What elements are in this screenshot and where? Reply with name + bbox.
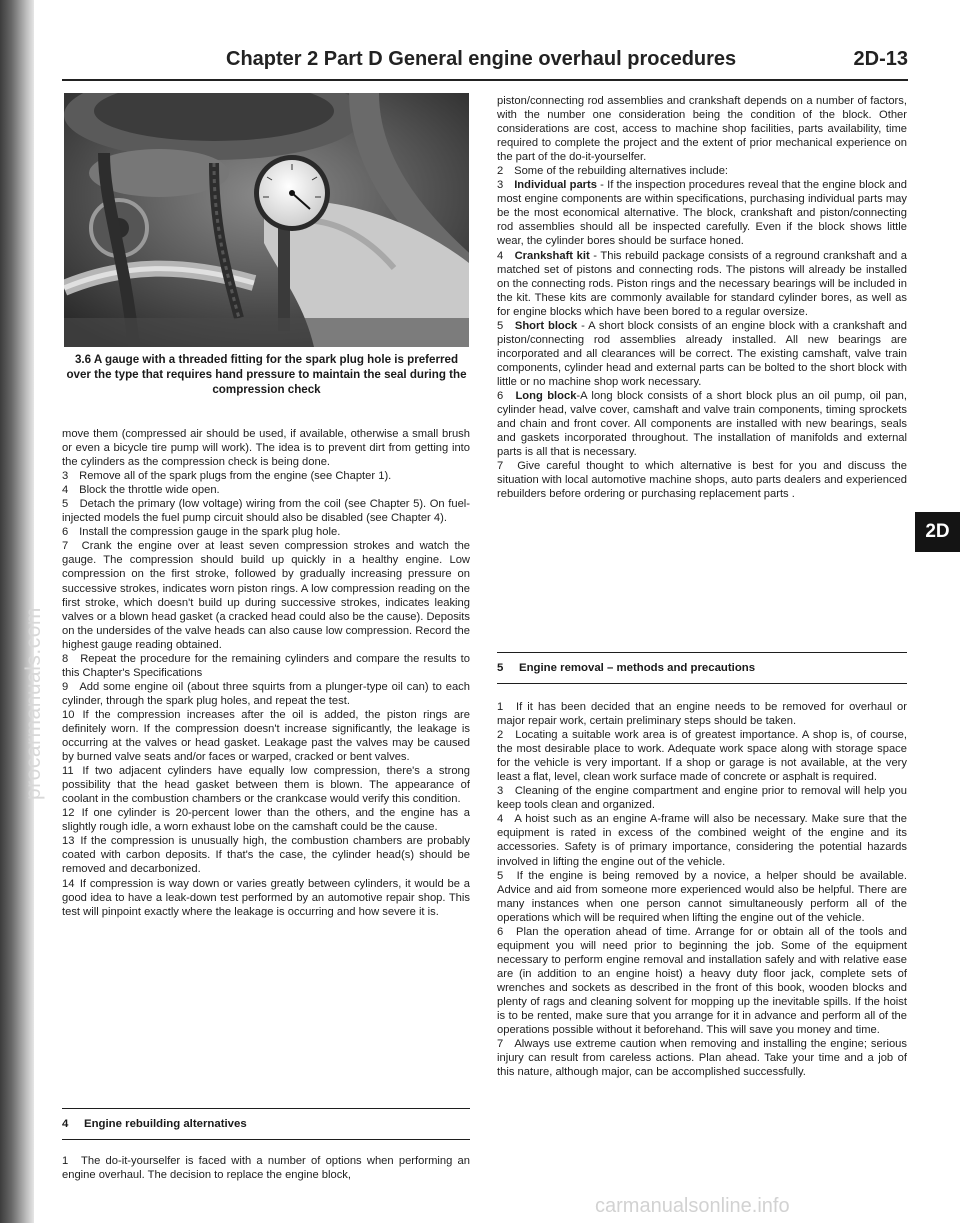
page-header [226,44,908,76]
paragraph: 1 The do-it-yourselfer is faced with a number of options when performing an engine overhaul. The decision to replace the engine block, [62,1155,470,1182]
paragraph: 3 Individual parts - If the inspection procedures reveal that the engine block and most engine components are within specifications, purchasing individual parts may be the most economical alternative. The block, crankshaft and piston/connecting rod assemblies should all be inspected carefully. Even if the block shows little wear, the cylinder bores should be surface honed. [497,179,908,248]
watermark-bottom: carmanualsonline.info [595,1195,790,1217]
paragraph: 10 If the compression increases after the oil is added, the piston rings are definitely worn. If the compression doesn't increase significantly, the leakage is occurring at the valves or head gasket. Leakage past the valves may be caused by burned valve seats and/or faces or warped, cracked or bent valves. [62,708,470,764]
paragraph: 4 Block the throttle wide open. [62,484,220,497]
right-column-text [497,94,907,501]
watermark-left: procarmanuals.com [22,607,45,800]
paragraph: 13 If the compression is unusually high, the combustion chambers are probably coated with carbon deposits. If that's the case, the cylinder head(s) should be removed and decarbonized. [62,835,470,876]
paragraph: 6 Install the compression gauge in the spark plug hole. [62,526,341,539]
paragraph: 11 If two adjacent cylinders have equally low compression, there's a strong possibility that the head gasket between them is blown. The appearance of coolant in the combustion chambers or the crankcase would verify this condition. [62,765,470,806]
left-column-text [62,427,470,919]
paragraph: 14 If compression is way down or varies greatly between cylinders, it would be a good idea to have a leak-down test performed by an automotive repair shop. This test will pinpoint exactly where the leakage is occurring and how severe it is. [62,877,470,918]
figure-caption: 3.6 A gauge with a threaded fitting for the spark plug hole is preferred over the type that requires hand pressure to maintain the seal during the compression check [66,353,467,396]
section-title: Engine removal – methods and precautions [519,662,756,674]
section-4-text [62,1154,470,1182]
compression-gauge-photo [64,93,469,347]
paragraph: 9 Add some engine oil (about three squirts from a plunger-type oil can) to each cylinder, through the spark plug holes, and repeat the test. [62,680,471,707]
paragraph: 5 Short block - A short block consists of an engine block with a crankshaft and piston/connecting rod assemblies already installed. All new bearings are incorporated and all clearances will be correct. The existing camshaft, valve train components, cylinder head and external parts can be bolted to the short block with little or no machine shop work necessary. [497,319,908,388]
chapter-tab: 2D [915,512,960,552]
paragraph: 6 Long block-A long block consists of a short block plus an oil pump, oil pan, cylinder head, valve cover, camshaft and valve train components, timing sprockets and chain and front cover. All components are installed with new bearings, seals and gaskets incorporated throughout. The installation of manifolds and external parts is all that is necessary. [497,389,907,459]
section-number: 4 [62,1118,69,1130]
paragraph: 7 Crank the engine over at least seven compression strokes and watch the gauge. The compression should build up quickly in a healthy engine. Low compression on the first stroke, followed by gradually increasing pressure on successive strokes, indicates worn piston rings. A low compression reading on the first stroke, which doesn't build up during successive strokes, indicates leaking valves or a blown head gasket (a cracked head could also be the cause). Deposits on the undersides of the valve heads can also cause low compression. Record the highest gauge reading obtained. [62,540,471,651]
paragraph: 3 Cleaning of the engine compartment and engine prior to removal will help you keep tools clean and organized. [497,785,908,812]
paragraph: 5 If the engine is being removed by a novice, a helper should be available. Advice and aid from someone more experienced would also be helpful. There are many instances when one person cannot simultaneously perform all of the operations which will be required when lifting the engine out of the vehicle. [497,869,907,924]
paragraph: 1 If it has been decided that an engine needs to be removed for overhaul or major repair work, certain preliminary steps should be taken. [497,701,907,728]
section-heading-4 [62,1108,470,1140]
paragraph: 5 Detach the primary (low voltage) wiring from the coil (see Chapter 5). On fuel-injected models the fuel pump circuit should also be disabled (see Chapter 4). [62,498,470,525]
section-number: 5 [497,662,504,674]
paragraph: 8 Repeat the procedure for the remaining cylinders and compare the results to this Chapter's Specifications [62,652,471,679]
paragraph: move them (compressed air should be used, if available, otherwise a small brush or even a bicycle tire pump will work). The idea is to prevent dirt from getting into the cylinders as the compression check is being done. [62,428,470,469]
paragraph: 12 If one cylinder is 20-percent lower than the others, and the engine has a slightly rough idle, a worn exhaust lobe on the camshaft could be the cause. [62,807,470,834]
paragraph: 6 Plan the operation ahead of time. Arrange for or obtain all of the tools and equipment you will need prior to beginning the job. Some of the equipment necessary to perform engine removal and installation safely and with relative ease are (in addition to an engine hoist) a heavy duty floor jack, complete sets of wrenches and sockets as described in the front of this book, wooden blocks and plenty of rags and cleaning solvent for mopping up the inevitable spills. If the hoist is to be rented, make sure that you arrange for it in advance and perform all of the operations possible without it beforehand. This will save you money and time. [497,925,907,1037]
page-number: 2D-13 [853,48,908,70]
paragraph: 4 Crankshaft kit - This rebuild package consists of a reground crankshaft and a matched set of pistons and connecting rods. The pistons will already be installed on the connecting rods. Piston rings and the necessary bearings will be included in the kit. These kits are commonly available for standard cylinder bores, as well as for engine blocks which have been bored to a regular oversize. [497,249,907,318]
section-heading-5 [497,652,907,684]
section-title: Engine rebuilding alternatives [84,1118,247,1130]
paragraph: 4 A hoist such as an engine A-frame will also be necessary. Make sure that the equipment is rated in excess of the combined weight of the engine and its accessories. Safety is of primary importance, considering the potential hazards involved in lifting the engine out of the vehicle. [497,813,907,868]
paragraph: piston/connecting rod assemblies and crankshaft depends on a number of factors, with the number one consideration being the condition of the block. Other considerations are cost, access to machine shop facilities, parts availability, time required to complete the project and the extent of prior mechanical experience on the part of the do-it-yourselfer. [497,95,907,164]
section-5-text [497,700,907,1079]
paragraph: 7 Always use extreme caution when removing and installing the engine; serious injury can result from careless actions. Plan ahead. Take your time and a job of this nature, although major, can be accomplished successfully. [497,1038,907,1079]
paragraph: 3 Remove all of the spark plugs from the engine (see Chapter 1). [62,470,392,483]
chapter-title: Chapter 2 Part D General engine overhaul procedures [226,48,737,70]
paragraph: 2 Locating a suitable work area is of greatest importance. A shop is, of course, the most desirable place to work. Adequate work space along with storage space for the vehicle is very important. If a shop or garage is not available, at the very least a flat, level, clean work surface made of concrete or asphalt is required. [497,729,907,784]
header-rule [62,79,908,81]
paragraph: 7 Give careful thought to which alternative is best for you and discuss the situation with local automotive machine shops, auto parts dealers and experienced rebuilders before ordering or purchasing replacement parts . [497,460,907,501]
paragraph: 2 Some of the rebuilding alternatives include: [497,165,729,178]
